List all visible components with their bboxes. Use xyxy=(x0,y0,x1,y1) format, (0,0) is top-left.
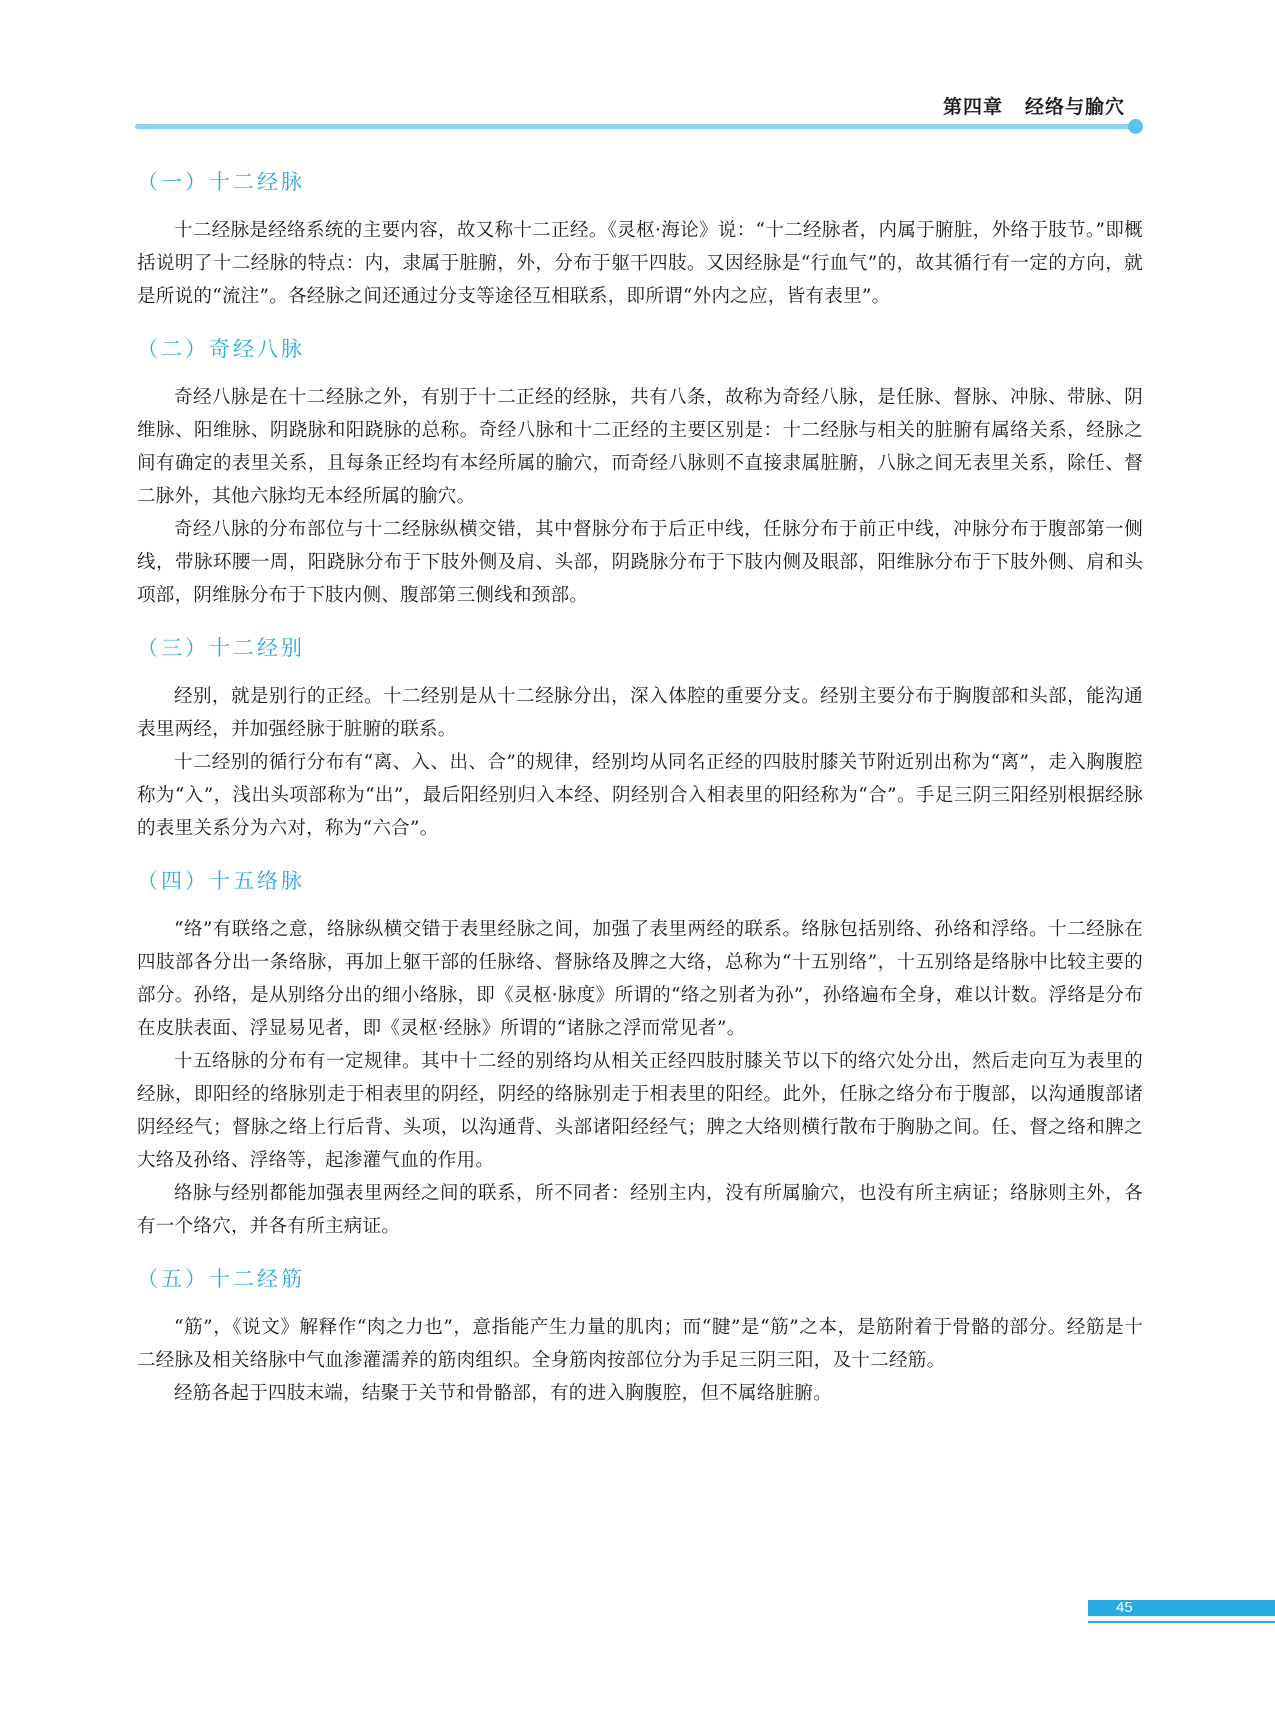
section-heading: （五）十二经筋 xyxy=(137,1267,305,1291)
section-heading: （二）奇经八脉 xyxy=(137,337,305,361)
section-qijing-bamai xyxy=(137,333,1143,612)
section-heading: （四）十五络脉 xyxy=(137,869,305,893)
header-dot xyxy=(1128,119,1143,134)
paragraph: 络脉与经别都能加强表里两经之间的联系，所不同者：经别主内，没有所属腧穴，也没有所主病证；络脉则主外，各有一个络穴，并各有所主病证。 xyxy=(137,1183,1143,1237)
footer-line xyxy=(1088,1621,1275,1623)
page-body xyxy=(137,166,1143,1430)
running-header xyxy=(943,92,1125,119)
paragraph: 十二经脉是经络系统的主要内容，故又称十二正经。《灵枢·海论》说：“十二经脉者，内属于腑脏，外络于肢节。”即概括说明了十二经脉的特点：内，隶属于脏腑，外，分布于躯干四肢。又因经脉是“行血气”的，故其循行有一定的方向，就是所说的“流注”。各经脉之间还通过分支等途径互相联系，即所谓“外内之应，皆有表里”。 xyxy=(137,220,1143,307)
paragraph: 奇经八脉的分布部位与十二经脉纵横交错，其中督脉分布于后正中线，任脉分布于前正中线，冲脉分布于腹部第一侧线，带脉环腰一周，阳跷脉分布于下肢外侧及肩、头部，阴跷脉分布于下肢内侧及眼部，阳维脉分布于下肢外侧、肩和头项部，阴维脉分布于下肢内侧、腹部第三侧线和颈部。 xyxy=(137,519,1143,606)
paragraph: 经别，就是别行的正经。十二经别是从十二经脉分出，深入体腔的重要分支。经别主要分布于胸腹部和头部，能沟通表里两经，并加强经脉于脏腑的联系。 xyxy=(137,686,1143,740)
paragraph: 奇经八脉是在十二经脉之外，有别于十二正经的经脉，共有八条，故称为奇经八脉，是任脉、督脉、冲脉、带脉、阴维脉、阳维脉、阴跷脉和阳跷脉的总称。奇经八脉和十二正经的主要区别是：十二经脉与相关的脏腑有属络关系，经脉之间有确定的表里关系，且每条正经均有本经所属的腧穴，而奇经八脉则不直接隶属脏腑，八脉之间无表里关系，除任、督二脉外，其他六脉均无本经所属的腧穴。 xyxy=(137,387,1143,507)
chapter-label: 第四章 xyxy=(942,96,1003,118)
paragraph: “筋”，《说文》解释作“肉之力也”，意指能产生力量的肌肉；而“腱”是“筋”之本，是筋附着于骨骼的部分。经筋是十二经脉及相关络脉中气血渗灌濡养的筋肉组织。全身筋肉按部位分为手足三阴三阳，及十二经筋。 xyxy=(137,1317,1143,1371)
section-heading: （一）十二经脉 xyxy=(137,170,305,194)
section-heading: （三）十二经别 xyxy=(137,636,305,660)
section-shiwu-luomai xyxy=(137,865,1143,1243)
page-number: 45 xyxy=(1116,1599,1133,1616)
paragraph: 十二经别的循行分布有“离、入、出、合”的规律，经别均从同名正经的四肢肘膝关节附近别出称为“离”，走入胸腹腔称为“入”，浅出头项部称为“出”，最后阳经别归入本经、阴经别合入相表里的阳经称为“合”。手足三阴三阳经别根据经脉的表里关系分为六对，称为“六合”。 xyxy=(137,752,1143,839)
paragraph: 十五络脉的分布有一定规律。其中十二经的别络均从相关正经四肢肘膝关节以下的络穴处分出，然后走向互为表里的经脉，即阳经的络脉别走于相表里的阴经，阴经的络脉别走于相表里的阳经。此外，任脉之络分布于腹部，以沟通腹部诸阴经经气；督脉之络上行后背、头项，以沟通背、头部诸阳经经气；脾之大络则横行散布于胸胁之间。任、督之络和脾之大络及孙络、浮络等，起渗灌气血的作用。 xyxy=(137,1051,1143,1171)
header-rule xyxy=(135,124,1135,129)
section-shier-jingjin xyxy=(137,1263,1143,1410)
paragraph: “络”有联络之意，络脉纵横交错于表里经脉之间，加强了表里两经的联系。络脉包括别络、孙络和浮络。十二经脉在四肢部各分出一条络脉，再加上躯干部的任脉络、督脉络及脾之大络，总称为“十五别络”，十五别络是络脉中比较主要的部分。孙络，是从别络分出的细小络脉，即《灵枢·脉度》所谓的“络之别者为孙”，孙络遍布全身，难以计数。浮络是分布在皮肤表面、浮显易见者，即《灵枢·经脉》所谓的“诸脉之浮而常见者”。 xyxy=(137,919,1143,1039)
section-shier-jingmai xyxy=(137,166,1143,313)
chapter-title: 经络与腧穴 xyxy=(1024,96,1125,118)
section-shier-jingbie xyxy=(137,632,1143,845)
paragraph: 经筋各起于四肢末端，结聚于关节和骨骼部，有的进入胸腹腔，但不属络脏腑。 xyxy=(174,1383,833,1404)
